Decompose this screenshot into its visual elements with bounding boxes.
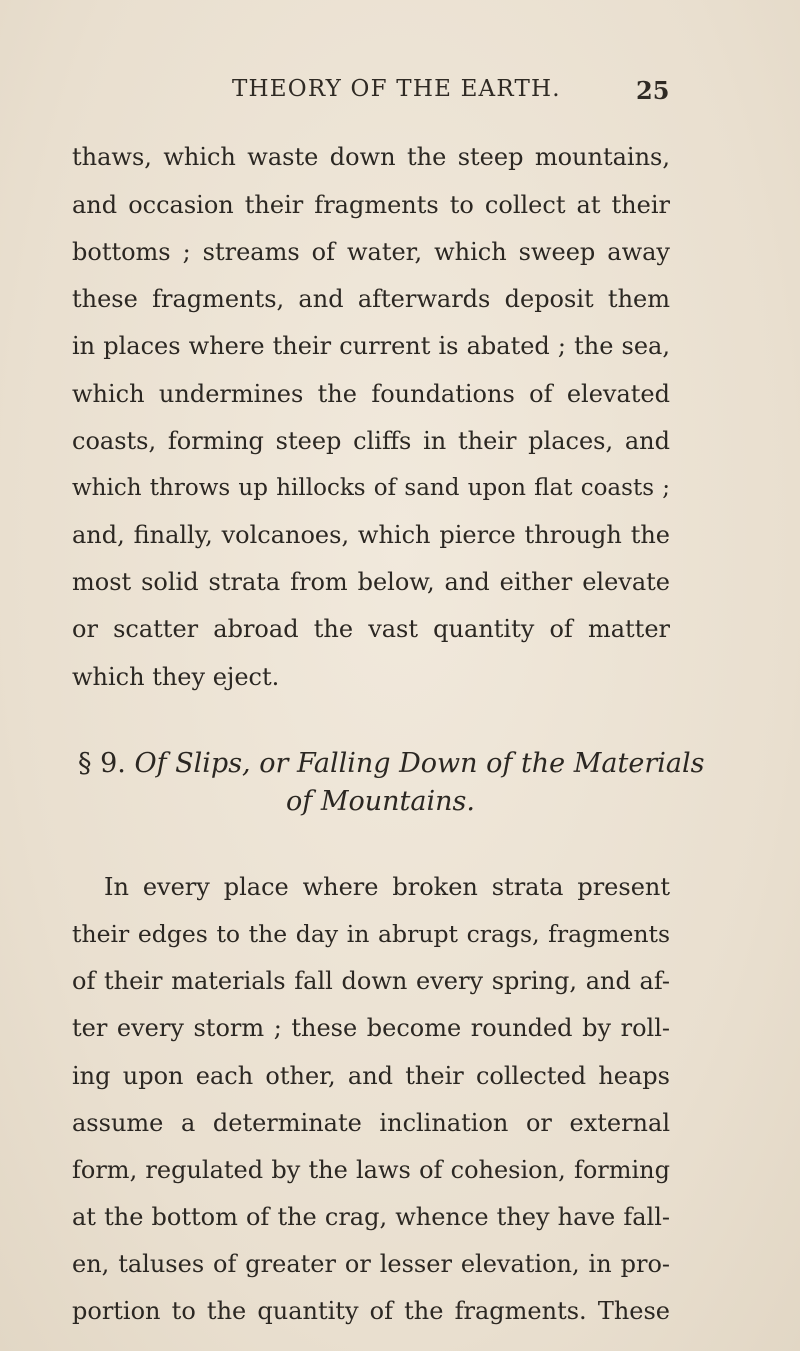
text-line: coasts, forming steep cliffs in their places, and [72,427,670,455]
text-line: assume a determinate inclination or external [72,1109,670,1137]
page-number: 25 [636,76,670,105]
text-line: portion to the quantity of the fragments. These [72,1297,670,1325]
text-line: of their materials fall down every spring, and af- [72,967,670,995]
text-line: In every place where broken strata present [104,873,670,901]
text-line: in places where their current is abated ; the sea, [72,332,670,360]
section-title-line-1: Of Slips, or Falling Down of the Materials [134,748,705,779]
section-heading [78,748,704,780]
text-line: thaws, which waste down the steep mountains, [72,143,670,171]
text-line: these fragments, and afterwards deposit them [72,285,670,313]
text-line: ing upon each other, and their collected heaps [72,1062,670,1090]
text-line: which undermines the foundations of elevated [72,380,670,408]
text-line: bottoms ; streams of water, which sweep away [72,238,670,266]
text-line: and occasion their fragments to collect at their [72,191,670,219]
text-line: form, regulated by the laws of cohesion, forming [72,1156,670,1184]
text-line: most solid strata from below, and either elevate [72,568,670,596]
text-line: at the bottom of the crag, whence they have fall- [72,1203,670,1231]
text-line: and, finally, volcanoes, which pierce through the [72,521,670,549]
text-line: their edges to the day in abrupt crags, fragments [72,920,670,948]
running-title: THEORY OF THE EARTH. [232,76,561,102]
text-line: ter every storm ; these become rounded by roll- [72,1014,670,1042]
text-line: which throws up hillocks of sand upon flat coasts ; [72,475,670,501]
text-line: en, taluses of greater or lesser elevation, in pro- [72,1250,670,1278]
section-title-line-2: of Mountains. [286,786,475,817]
text-line: which they eject. [72,663,280,691]
section-number: § 9. [78,748,126,779]
text-line: or scatter abroad the vast quantity of matter [72,615,670,643]
